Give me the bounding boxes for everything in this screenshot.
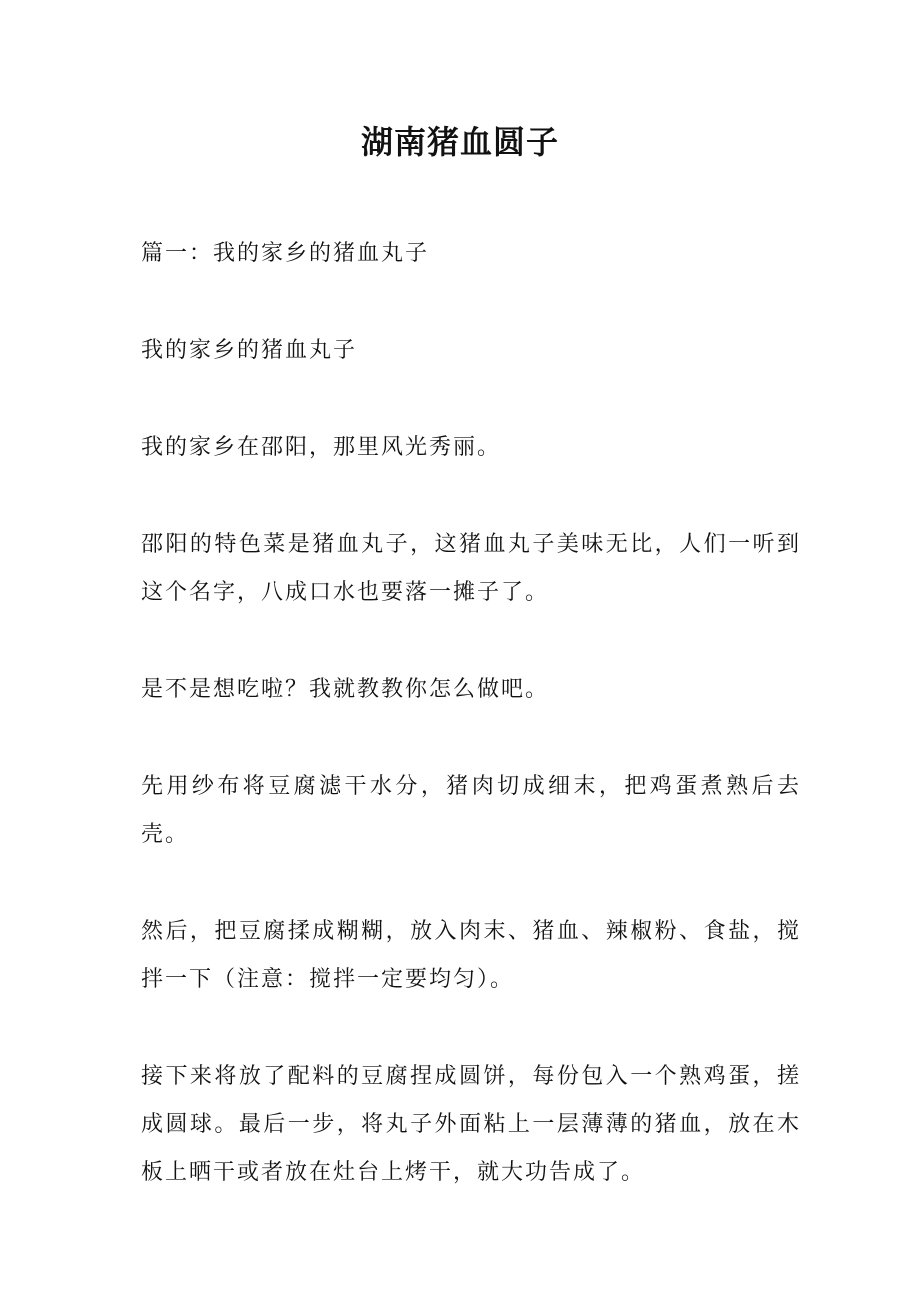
paragraph: 先用纱布将豆腐滤干水分，猪肉切成细末，把鸡蛋煮熟后去壳。 <box>141 774 801 847</box>
document-body <box>141 230 801 1246</box>
paragraph: 邵阳的特色菜是猪血丸子，这猪血丸子美味无比，人们一听到这个名字，八成口水也要落一摊子了。 <box>141 532 801 605</box>
document-title: 湖南猪血圆子 <box>360 123 559 161</box>
paragraph: 接下来将放了配料的豆腐捏成圆饼，每份包入一个熟鸡蛋，搓成圆球。最后一步，将丸子外面粘上一层薄薄的猪血，放在木板上晒干或者放在灶台上烤干，就大功告成了。 <box>141 1064 801 1185</box>
paragraph-section-heading: 篇一：我的家乡的猪血丸子 <box>141 241 430 266</box>
paragraph: 我的家乡在邵阳，那里风光秀丽。 <box>141 435 502 460</box>
paragraph: 是不是想吃啦？我就教教你怎么做吧。 <box>141 677 550 702</box>
paragraph-article-title: 我的家乡的猪血丸子 <box>141 338 358 363</box>
paragraph: 然后，把豆腐揉成糊糊，放入肉末、猪血、辣椒粉、食盐，搅拌一下（注意：搅拌一定要均匀）。 <box>141 919 801 992</box>
